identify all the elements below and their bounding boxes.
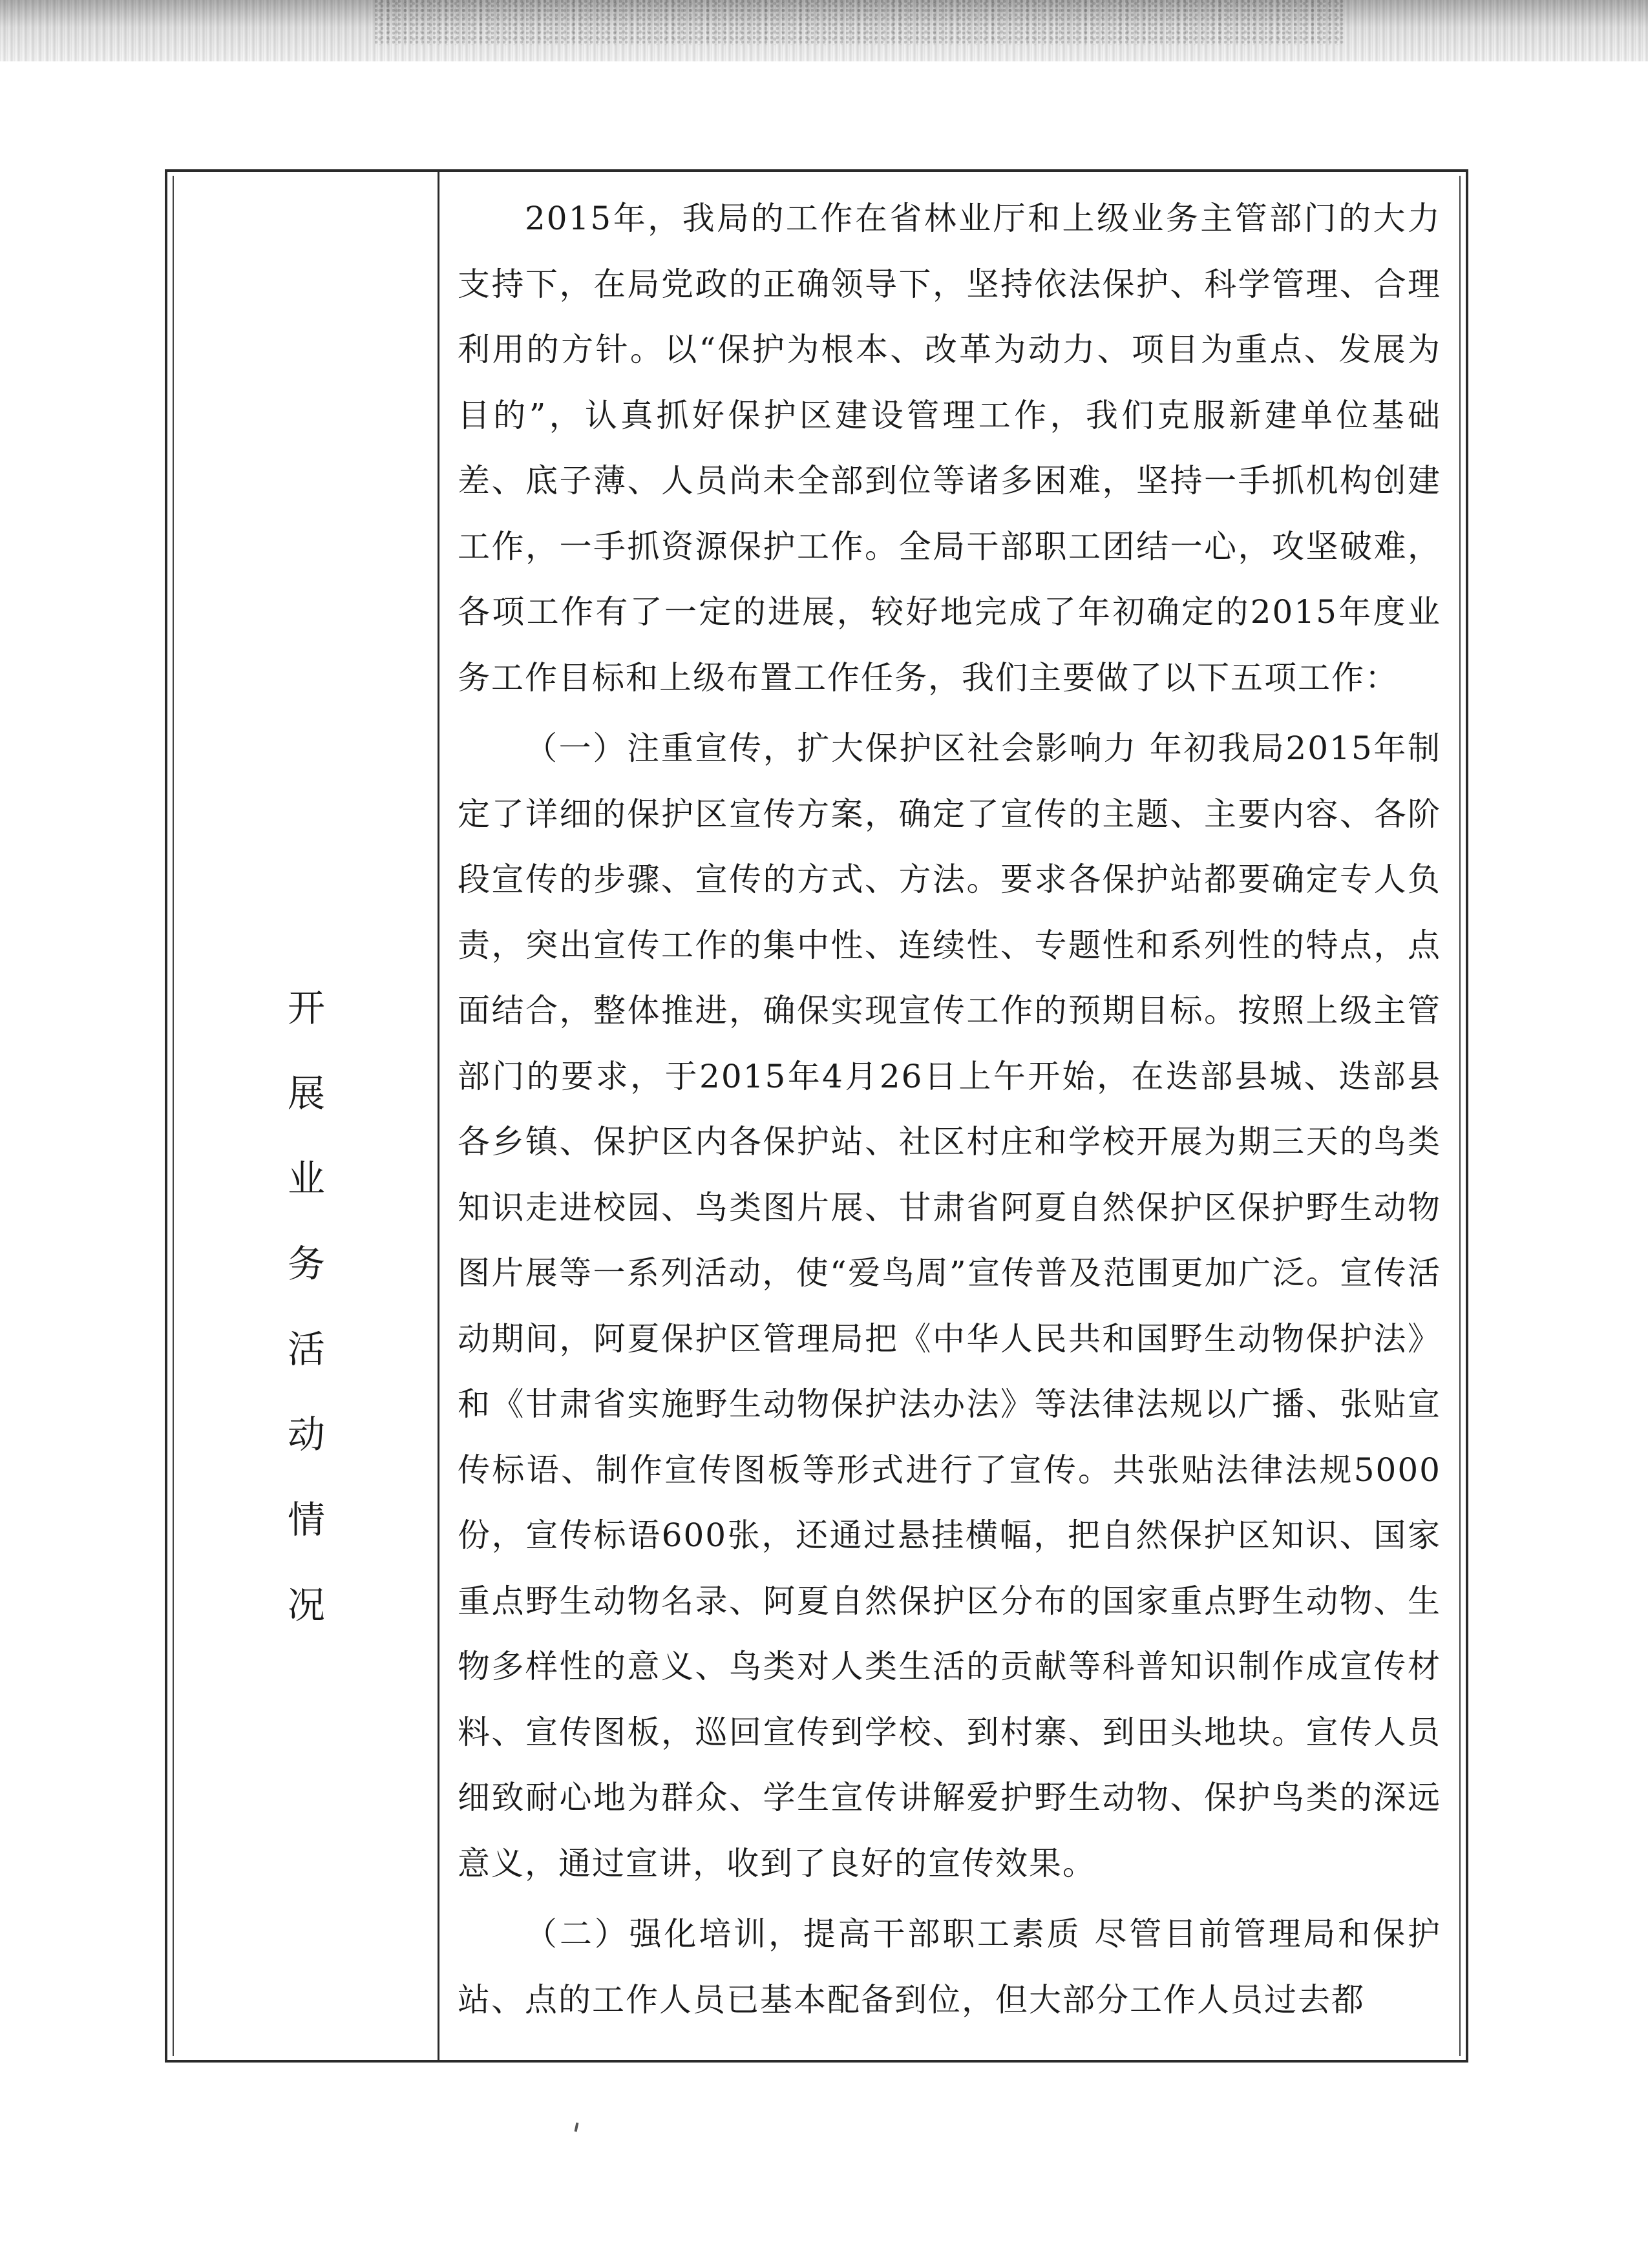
label-char: 情 [287,1498,325,1542]
label-char: 开 [287,986,325,1030]
label-cell [167,172,438,2060]
label-char: 动 [287,1412,325,1456]
label-char: 活 [287,1327,325,1371]
paragraph-intro: 2015年，我局的工作在省林业厅和上级业务主管部门的大力支持下，在局党政的正确领导下，坚持依法保护、科学管理、合理利用的方针。以“保护为根本、改革为动力、项目为重点、发展为目的”，认真抓好保护区建设管理工作，我们克服新建单位基础差、底子薄、人员尚未全部到位等诸多困难，坚持一手抓机构创建工作，一手抓资源保护工作。全局干部职工团结一心，攻坚破难，各项工作有了一定的进展，较好地完成了年初确定的2015年度业务工作目标和上级布置工作任务，我们主要做了以下五项工作： [458,200,1441,697]
label-char: 展 [287,1071,325,1115]
content-cell [439,172,1466,2060]
paragraph-section-2: （二）强化培训，提高干部职工素质 尽管目前管理局和保护站、点的工作人员已基本配备到位，但大部分工作人员过去都 [458,1915,1441,2019]
label-char: 况 [287,1583,325,1627]
row-label-business-activities [284,965,329,1648]
scan-noise-band [0,0,1648,61]
paragraph-section-1: （一）注重宣传，扩大保护区社会影响力 年初我局2015年制定了详细的保护区宣传方案，确定了宣传的主题、主要内容、各阶段宣传的步骤、宣传的方式、方法。要求各保护站都要确定专人负责，突出宣传工作的集中性、连续性、专题性和系列性的特点，点面结合，整体推进，确保实现宣传工作的预期目标。按照上级主管部门的要求，于2015年4月26日上午开始，在迭部县城、迭部县各乡镇、保护区内各保护站、社区村庄和学校开展为期三天的鸟类知识走进校园、鸟类图片展、甘肃省阿夏自然保护区保护野生动物图片展等一系列活动，使“爱鸟周”宣传普及范围更加广泛。宣传活动期间，阿夏保护区管理局把《中华人民共和国野生动物保护法》和《甘肃省实施野生动物保护法办法》等法律法规以广播、张贴宣传标语、制作宣传图板等形式进行了宣传。共张贴法律法规5000份，宣传标语600张，还通过悬挂横幅，把自然保护区知识、国家重点野生动物名录、阿夏自然保护区分布的国家重点野生动物、生物多样性的意义、鸟类对人类生活的贡献等科普知识制作成宣传材料、宣传图板，巡回宣传到学校、到村寨、到田头地块。宣传人员细致耐心地为群众、学生宣传讲解爱护野生动物、保护鸟类的深远意义，通过宣讲，收到了良好的宣传效果。 [458,730,1441,1882]
label-char: 业 [287,1157,325,1201]
scan-speck [575,2123,579,2132]
activity-table [165,169,1468,2063]
label-char: 务 [287,1242,325,1286]
